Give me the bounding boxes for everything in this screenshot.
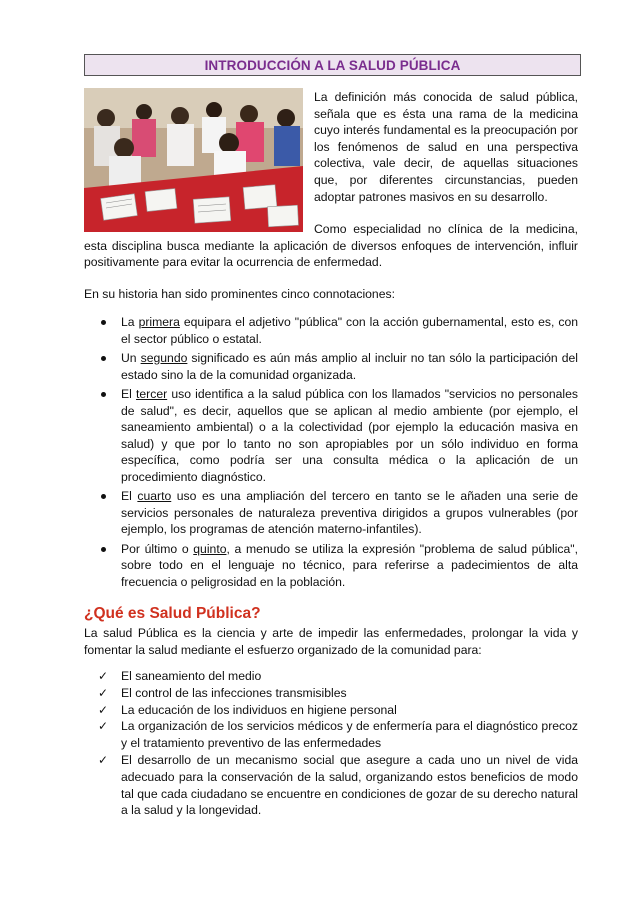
checkmark-icon: ✓ xyxy=(98,685,109,700)
item-text: , a menudo se utiliza la expresión "problema de salud pública", sobre todo en el lenguaje no técnico, para referirse a padecimientos de alta frecuencia o peligrosidad en la población. xyxy=(121,541,578,589)
underlined-ordinal: cuarto xyxy=(137,489,172,503)
intro-paragraph-continued: Como especialidad no clínica de la medicina, esta disciplina busca mediante la aplicación de diversos enfoques de intervención, influir positivamente para evitar la ocurrencia de enfermedad. xyxy=(84,222,578,270)
item-text: equipara el adjetivo "pública" con la acción gubernamental, esto es, con el sector público o estatal. xyxy=(121,315,579,346)
checkmark-icon: ✓ xyxy=(98,669,109,683)
definition-paragraph: La salud Pública es la ciencia y arte de impedir las enfermedades, prolongar la vida y fomentar la salud mediante el esfuerzo organizado de la comunidad para: xyxy=(84,626,578,657)
underlined-ordinal: primera xyxy=(138,315,180,329)
item-text: uso es una ampliación del tercero en tanto se le añaden una serie de servicios personales de naturaleza preventiva dirigidos a grupos vulnerables (por ejemplo, los programas de atención materno-infantiles). xyxy=(121,489,578,536)
list-item xyxy=(84,668,578,685)
connotations-intro: En su historia han sido prominentes cinco connotaciones: xyxy=(84,287,395,301)
list-item xyxy=(84,488,578,538)
item-text: Por último o xyxy=(121,541,194,556)
bullet-dot-icon xyxy=(101,356,106,361)
item-text: El desarrollo de un mecanismo social que asegure a cada uno un nivel de vida adecuado para la conservación de la salud, organizando estos beneficios de modo tal que cada ciudadano se encuentre en condiciones de gozar de su derecho natural a la salud y la longevidad. xyxy=(121,752,578,818)
bullet-dot-icon xyxy=(101,494,106,499)
bullet-dot-icon xyxy=(101,392,106,397)
item-text: La educación de los individuos en higiene personal xyxy=(121,702,397,717)
health-campaign-photo xyxy=(84,88,303,232)
connotations-list xyxy=(84,314,578,593)
checkmark-icon: ✓ xyxy=(98,719,109,734)
item-text: Un xyxy=(121,351,141,365)
list-item xyxy=(84,752,578,819)
bullet-dot-icon xyxy=(101,547,106,552)
underlined-ordinal: tercer xyxy=(136,387,168,401)
item-text: uso identifica a la salud pública con los llamados "servicios no personales de salud", es decir, aquellos que se aplican al medio ambiente (por ejemplo, el saneamiento ambiental) o a la colectividad (por ejemplo la educación masiva en salud) y que por lo tanto no son apropiables por un sólo individuo en forma específica, como podría ser una consulta médica o la aplicación de un procedimiento diagnóstico. xyxy=(121,387,578,484)
bullet-dot-icon xyxy=(101,320,106,325)
list-item xyxy=(84,541,578,591)
item-text: El xyxy=(121,489,138,503)
list-item xyxy=(84,718,578,752)
checkmark-icon: ✓ xyxy=(98,752,109,767)
item-text: La organización de los servicios médicos y de enfermería para el diagnóstico precoz y el tratamiento preventivo de las enfermedades xyxy=(121,719,578,751)
section-heading: ¿Qué es Salud Pública? xyxy=(84,605,261,622)
checkmark-icon: ✓ xyxy=(98,702,109,717)
item-text: significado es aún más amplio al incluir no tan sólo la participación del estado sino la de la comunidad organizada. xyxy=(121,351,578,382)
list-item xyxy=(84,350,578,383)
list-item xyxy=(84,386,578,485)
page-title: INTRODUCCIÓN A LA SALUD PÚBLICA xyxy=(84,54,581,76)
item-text: El control de las infecciones transmisibles xyxy=(121,685,347,700)
intro-paragraph: La definición más conocida de salud pública, señala que es ésta una rama de la medicina cuyo interés fundamental es la preocupación por los fenómenos de salud en una perspectiva colectiva, vale decir, de aquellas situaciones que, por diferentes circunstancias, pueden adoptar patrones masivos en su desarrollo. xyxy=(314,90,578,204)
underlined-ordinal: quinto xyxy=(193,541,227,556)
item-text: El xyxy=(121,387,137,401)
photo-illustration xyxy=(84,88,303,232)
underlined-ordinal: segundo xyxy=(140,351,188,365)
item-text: La xyxy=(121,315,139,329)
list-item xyxy=(84,702,578,719)
list-item xyxy=(84,685,578,702)
list-item xyxy=(84,314,578,347)
item-text: El saneamiento del medio xyxy=(121,669,262,683)
goals-list xyxy=(84,668,578,819)
